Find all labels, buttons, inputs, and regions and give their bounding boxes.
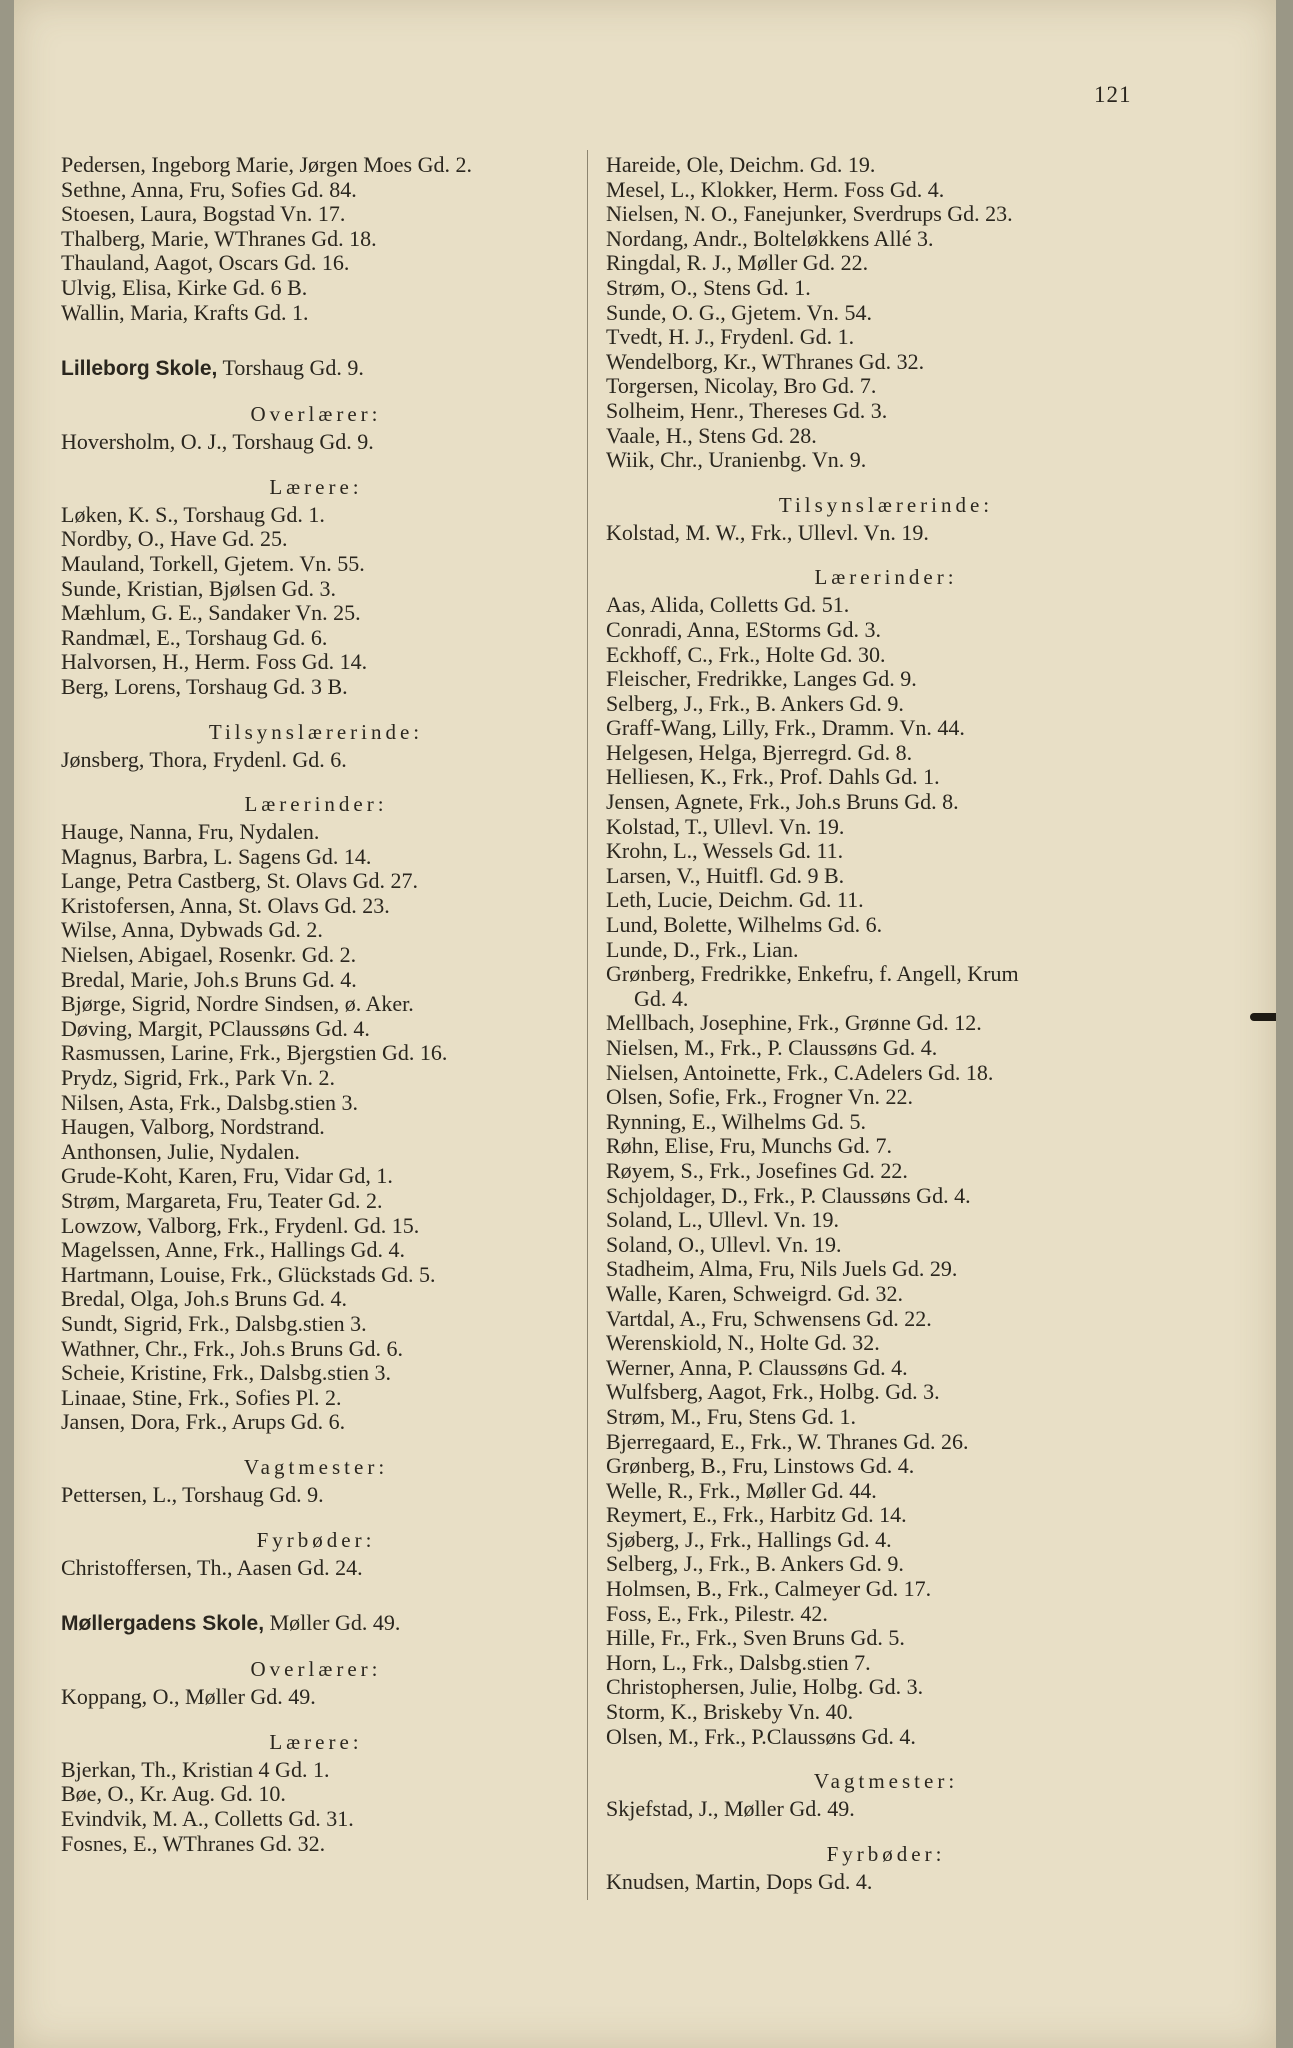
- directory-entry: Leth, Lucie, Deichm. Gd. 11.: [606, 887, 864, 913]
- directory-entry: Prydz, Sigrid, Frk., Park Vn. 2.: [61, 1065, 335, 1091]
- directory-entry: Torgersen, Nicolay, Bro Gd. 7.: [606, 373, 877, 399]
- directory-entry: Wendelborg, Kr., WThranes Gd. 32.: [606, 348, 925, 374]
- directory-entry: Strøm, M., Fru, Stens Gd. 1.: [606, 1403, 856, 1429]
- overlaerer-list: [61, 430, 571, 455]
- section-heading-fyrboder: Fyrbøder:: [256, 1527, 376, 1552]
- directory-entry: Døving, Margit, PClaussøns Gd. 4.: [61, 1015, 370, 1041]
- section-heading-overlaerer: Overlærer:: [250, 402, 382, 427]
- directory-entry: Selberg, J., Frk., B. Ankers Gd. 9.: [606, 690, 904, 716]
- directory-entry: Welle, R., Frk., Møller Gd. 44.: [606, 1477, 877, 1503]
- directory-entry: Nielsen, N. O., Fanejunker, Sverdrups Gd. 23.: [606, 201, 1013, 227]
- directory-entry: Wilse, Anna, Dybwads Gd. 2.: [61, 917, 323, 943]
- directory-entry: Horn, L., Frk., Dalsbg.stien 7.: [606, 1649, 871, 1675]
- directory-entry: Jansen, Dora, Frk., Arups Gd. 6.: [61, 1409, 346, 1435]
- tilsyn-list: [606, 521, 1166, 546]
- directory-entry: Strøm, Margareta, Fru, Teater Gd. 2.: [61, 1188, 383, 1213]
- school-heading-mollergadens: [61, 1610, 571, 1637]
- directory-entry: Helgesen, Helga, Bjerregrd. Gd. 8.: [606, 739, 913, 765]
- directory-entry: Graff-Wang, Lilly, Frk., Dramm. Vn. 44.: [606, 715, 965, 741]
- directory-entry: Vartdal, A., Fru, Schwensens Gd. 22.: [606, 1305, 932, 1331]
- directory-entry: Nielsen, Antoinette, Frk., C.Adelers Gd. 18.: [606, 1059, 994, 1085]
- directory-entry: Strøm, O., Stens Gd. 1.: [606, 274, 811, 300]
- directory-entry: Aas, Alida, Colletts Gd. 51.: [606, 592, 850, 618]
- directory-entry: Stoesen, Laura, Bogstad Vn. 17.: [61, 201, 346, 227]
- directory-entry: Sundt, Sigrid, Frk., Dalsbg.stien 3.: [61, 1310, 367, 1336]
- directory-entry: Werner, Anna, P. Claussøns Gd. 4.: [606, 1354, 908, 1380]
- tilsyn-list: [61, 748, 571, 773]
- school-heading-lilleborg: [61, 355, 571, 382]
- directory-entry: Bredal, Marie, Joh.s Bruns Gd. 4.: [61, 966, 357, 992]
- directory-entry: Rasmussen, Larine, Frk., Bjergstien Gd. 16.: [61, 1040, 448, 1066]
- directory-entry: Evindvik, M. A., Colletts Gd. 31.: [61, 1805, 354, 1831]
- directory-entry: Hoversholm, O. J., Torshaug Gd. 9.: [61, 429, 374, 455]
- directory-entry: Bjerregaard, E., Frk., W. Thranes Gd. 26.: [606, 1428, 969, 1454]
- directory-entry: Soland, O., Ullevl. Vn. 19.: [606, 1231, 842, 1257]
- directory-entry: Hauge, Nanna, Fru, Nydalen.: [61, 819, 320, 845]
- right-column: [606, 153, 1166, 1894]
- directory-entry: Solheim, Henr., Thereses Gd. 3.: [606, 397, 888, 423]
- directory-entry: Conradi, Anna, EStorms Gd. 3.: [606, 616, 881, 642]
- directory-entry: Grønberg, Fredrikke, Enkefru, f. Angell, Krum: [606, 961, 1019, 987]
- section-heading-vagtmester: Vagtmester:: [813, 1769, 959, 1794]
- directory-entry: Werenskiold, N., Holte Gd. 32.: [606, 1330, 880, 1356]
- directory-entry: Pettersen, L., Torshaug Gd. 9.: [61, 1481, 324, 1507]
- directory-entry: Olsen, Sofie, Frk., Frogner Vn. 22.: [606, 1084, 913, 1110]
- directory-entry: Christophersen, Julie, Holbg. Gd. 3.: [606, 1674, 924, 1700]
- section-heading-laererinder: Lærerinder:: [244, 792, 388, 817]
- school-address: Møller Gd. 49.: [269, 1610, 401, 1636]
- directory-entry: Wallin, Maria, Krafts Gd. 1.: [61, 299, 309, 325]
- directory-entry: Stadheim, Alma, Fru, Nils Juels Gd. 29.: [606, 1256, 958, 1282]
- directory-entry: Nilsen, Asta, Frk., Dalsbg.stien 3.: [61, 1089, 358, 1115]
- directory-entry: Sunde, Kristian, Bjølsen Gd. 3.: [61, 575, 336, 601]
- school-name: Lilleborg Skole,: [61, 357, 218, 381]
- directory-entry: Helliesen, K., Frk., Prof. Dahls Gd. 1.: [606, 764, 940, 790]
- school-name: Møllergadens Skole,: [61, 1612, 265, 1636]
- laererinder-list: [61, 820, 571, 1435]
- directory-entry: Linaae, Stine, Frk., Sofies Pl. 2.: [61, 1384, 342, 1410]
- directory-entry: Haugen, Valborg, Nordstrand.: [61, 1114, 325, 1140]
- fyrboder-list: [61, 1556, 571, 1581]
- right-intro-list: [606, 153, 1166, 473]
- school-address: Torshaug Gd. 9.: [222, 355, 364, 381]
- section-heading-laerere: Lærere:: [269, 474, 363, 499]
- directory-entry: Grønberg, B., Fru, Linstows Gd. 4.: [606, 1453, 915, 1479]
- laererinder-list: [606, 593, 1166, 1749]
- directory-entry: Nordang, Andr., Bolteløkkens Allé 3.: [606, 225, 934, 251]
- directory-entry: Wulfsberg, Aagot, Frk., Holbg. Gd. 3.: [606, 1379, 940, 1405]
- directory-entry: Hille, Fr., Frk., Sven Bruns Gd. 5.: [606, 1625, 905, 1651]
- directory-entry: Berg, Lorens, Torshaug Gd. 3 B.: [61, 673, 348, 699]
- directory-entry: Rynning, E., Wilhelms Gd. 5.: [606, 1108, 866, 1134]
- directory-entry: Halvorsen, H., Herm. Foss Gd. 14.: [61, 649, 368, 675]
- directory-entry: Scheie, Kristine, Frk., Dalsbg.stien 3.: [61, 1360, 391, 1386]
- directory-entry: Røyem, S., Frk., Josefines Gd. 22.: [606, 1157, 908, 1183]
- directory-entry: Pedersen, Ingeborg Marie, Jørgen Moes Gd. 2.: [61, 152, 472, 177]
- directory-entry: Kolstad, T., Ullevl. Vn. 19.: [606, 813, 845, 839]
- directory-entry: Jensen, Agnete, Frk., Joh.s Bruns Gd. 8.: [606, 789, 959, 815]
- directory-entry: Storm, K., Briskeby Vn. 40.: [606, 1699, 854, 1725]
- directory-entry: Fleischer, Fredrikke, Langes Gd. 9.: [606, 666, 917, 692]
- section-heading-fyrboder: Fyrbøder:: [826, 1841, 946, 1866]
- directory-entry: Soland, L., Ullevl. Vn. 19.: [606, 1207, 840, 1233]
- overlaerer-list: [61, 1685, 571, 1710]
- directory-entry: Schjoldager, D., Frk., P. Claussøns Gd. 4.: [606, 1182, 971, 1208]
- directory-entry: Jønsberg, Thora, Frydenl. Gd. 6.: [61, 746, 347, 772]
- directory-entry: Sethne, Anna, Fru, Sofies Gd. 84.: [61, 176, 357, 202]
- page-edge-mark: [1250, 1013, 1276, 1021]
- fyrboder-list: [606, 1870, 1166, 1895]
- directory-entry: Knudsen, Martin, Dops Gd. 4.: [606, 1868, 873, 1894]
- directory-entry: Røhn, Elise, Fru, Munchs Gd. 7.: [606, 1133, 892, 1159]
- directory-entry: Nordby, O., Have Gd. 25.: [61, 526, 288, 552]
- directory-entry: Wiik, Chr., Uranienbg. Vn. 9.: [606, 447, 867, 473]
- directory-entry: Holmsen, B., Frk., Calmeyer Gd. 17.: [606, 1576, 932, 1602]
- directory-entry: Larsen, V., Huitfl. Gd. 9 B.: [606, 862, 845, 888]
- section-heading-laerere: Lærere:: [269, 1729, 363, 1754]
- directory-entry: Nielsen, M., Frk., P. Claussøns Gd. 4.: [606, 1035, 938, 1060]
- laerere-list: [61, 503, 571, 700]
- directory-entry: Krohn, L., Wessels Gd. 11.: [606, 838, 844, 864]
- directory-entry: Walle, Karen, Schweigrd. Gd. 32.: [606, 1280, 903, 1306]
- directory-entry: Bredal, Olga, Joh.s Bruns Gd. 4.: [61, 1286, 347, 1312]
- directory-entry: Tvedt, H. J., Frydenl. Gd. 1.: [606, 324, 855, 350]
- directory-entry: Selberg, J., Frk., B. Ankers Gd. 9.: [606, 1551, 904, 1577]
- directory-entry: Reymert, E., Frk., Harbitz Gd. 14.: [606, 1502, 907, 1528]
- directory-entry: Kristofersen, Anna, St. Olavs Gd. 23.: [61, 892, 390, 918]
- section-heading-tilsyn: Tilsynslærerinde:: [778, 492, 994, 517]
- directory-entry: Gd. 4.: [634, 985, 689, 1011]
- directory-entry: Olsen, M., Frk., P.Claussøns Gd. 4.: [606, 1723, 916, 1749]
- directory-entry: Grude-Koht, Karen, Fru, Vidar Gd, 1.: [61, 1163, 393, 1189]
- directory-entry: Kolstad, M. W., Frk., Ullevl. Vn. 19.: [606, 519, 929, 545]
- directory-entry: Sjøberg, J., Frk., Hallings Gd. 4.: [606, 1526, 892, 1552]
- directory-entry: Koppang, O., Møller Gd. 49.: [61, 1684, 316, 1710]
- directory-entry: Hareide, Ole, Deichm. Gd. 19.: [606, 152, 876, 177]
- directory-entry: Magelssen, Anne, Frk., Hallings Gd. 4.: [61, 1237, 406, 1263]
- directory-entry: Løken, K. S., Torshaug Gd. 1.: [61, 501, 325, 527]
- vagtmester-list: [61, 1483, 571, 1508]
- directory-entry: Sunde, O. G., Gjetem. Vn. 54.: [606, 299, 873, 325]
- directory-entry: Christoffersen, Th., Aasen Gd. 24.: [61, 1554, 363, 1580]
- laerere-list: [61, 1758, 571, 1856]
- directory-entry: Ringdal, R. J., Møller Gd. 22.: [606, 250, 869, 276]
- directory-entry: Bøe, O., Kr. Aug. Gd. 10.: [61, 1781, 286, 1807]
- directory-entry: Thalberg, Marie, WThranes Gd. 18.: [61, 225, 377, 251]
- directory-entry: Eckhoff, C., Frk., Holte Gd. 30.: [606, 641, 886, 667]
- page-number: 121: [1094, 82, 1132, 107]
- directory-entry: Ulvig, Elisa, Kirke Gd. 6 B.: [61, 274, 308, 300]
- directory-entry: Lunde, D., Frk., Lian.: [606, 936, 799, 962]
- directory-entry: Mauland, Torkell, Gjetem. Vn. 55.: [61, 550, 365, 576]
- directory-entry: Vaale, H., Stens Gd. 28.: [606, 422, 817, 448]
- column-divider: [587, 150, 588, 1900]
- directory-entry: Lund, Bolette, Wilhelms Gd. 6.: [606, 912, 883, 938]
- directory-entry: Randmæl, E., Torshaug Gd. 6.: [61, 624, 328, 650]
- directory-entry: Thauland, Aagot, Oscars Gd. 16.: [61, 250, 350, 276]
- section-heading-overlaerer: Overlærer:: [250, 1657, 382, 1682]
- section-heading-vagtmester: Vagtmester:: [243, 1454, 389, 1479]
- directory-entry: Bjerkan, Th., Kristian 4 Gd. 1.: [61, 1756, 330, 1782]
- directory-entry: Mesel, L., Klokker, Herm. Foss Gd. 4.: [606, 176, 945, 202]
- left-intro-list: [61, 153, 571, 325]
- directory-entry: Bjørge, Sigrid, Nordre Sindsen, ø. Aker.: [61, 991, 414, 1017]
- directory-entry: Lange, Petra Castberg, St. Olavs Gd. 27.: [61, 868, 419, 894]
- left-column: [61, 153, 571, 1856]
- section-heading-tilsyn: Tilsynslærerinde:: [208, 719, 424, 744]
- directory-entry: Mellbach, Josephine, Frk., Grønne Gd. 12.: [606, 1010, 982, 1036]
- vagtmester-list: [606, 1797, 1166, 1822]
- directory-entry: Skjefstad, J., Møller Gd. 49.: [606, 1796, 855, 1822]
- directory-entry: Hartmann, Louise, Frk., Glückstads Gd. 5.: [61, 1261, 436, 1287]
- directory-entry: Magnus, Barbra, L. Sagens Gd. 14.: [61, 843, 372, 869]
- directory-entry: Mæhlum, G. E., Sandaker Vn. 25.: [61, 600, 361, 626]
- directory-entry: Fosnes, E., WThranes Gd. 32.: [61, 1830, 326, 1856]
- directory-page: [14, 0, 1276, 2048]
- directory-entry: Lowzow, Valborg, Frk., Frydenl. Gd. 15.: [61, 1212, 420, 1238]
- directory-entry: Anthonsen, Julie, Nydalen.: [61, 1138, 300, 1164]
- directory-entry: Foss, E., Frk., Pilestr. 42.: [606, 1600, 828, 1626]
- section-heading-laererinder: Lærerinder:: [814, 565, 958, 590]
- directory-entry: Wathner, Chr., Frk., Joh.s Bruns Gd. 6.: [61, 1335, 404, 1361]
- directory-entry: Nielsen, Abigael, Rosenkr. Gd. 2.: [61, 942, 357, 968]
